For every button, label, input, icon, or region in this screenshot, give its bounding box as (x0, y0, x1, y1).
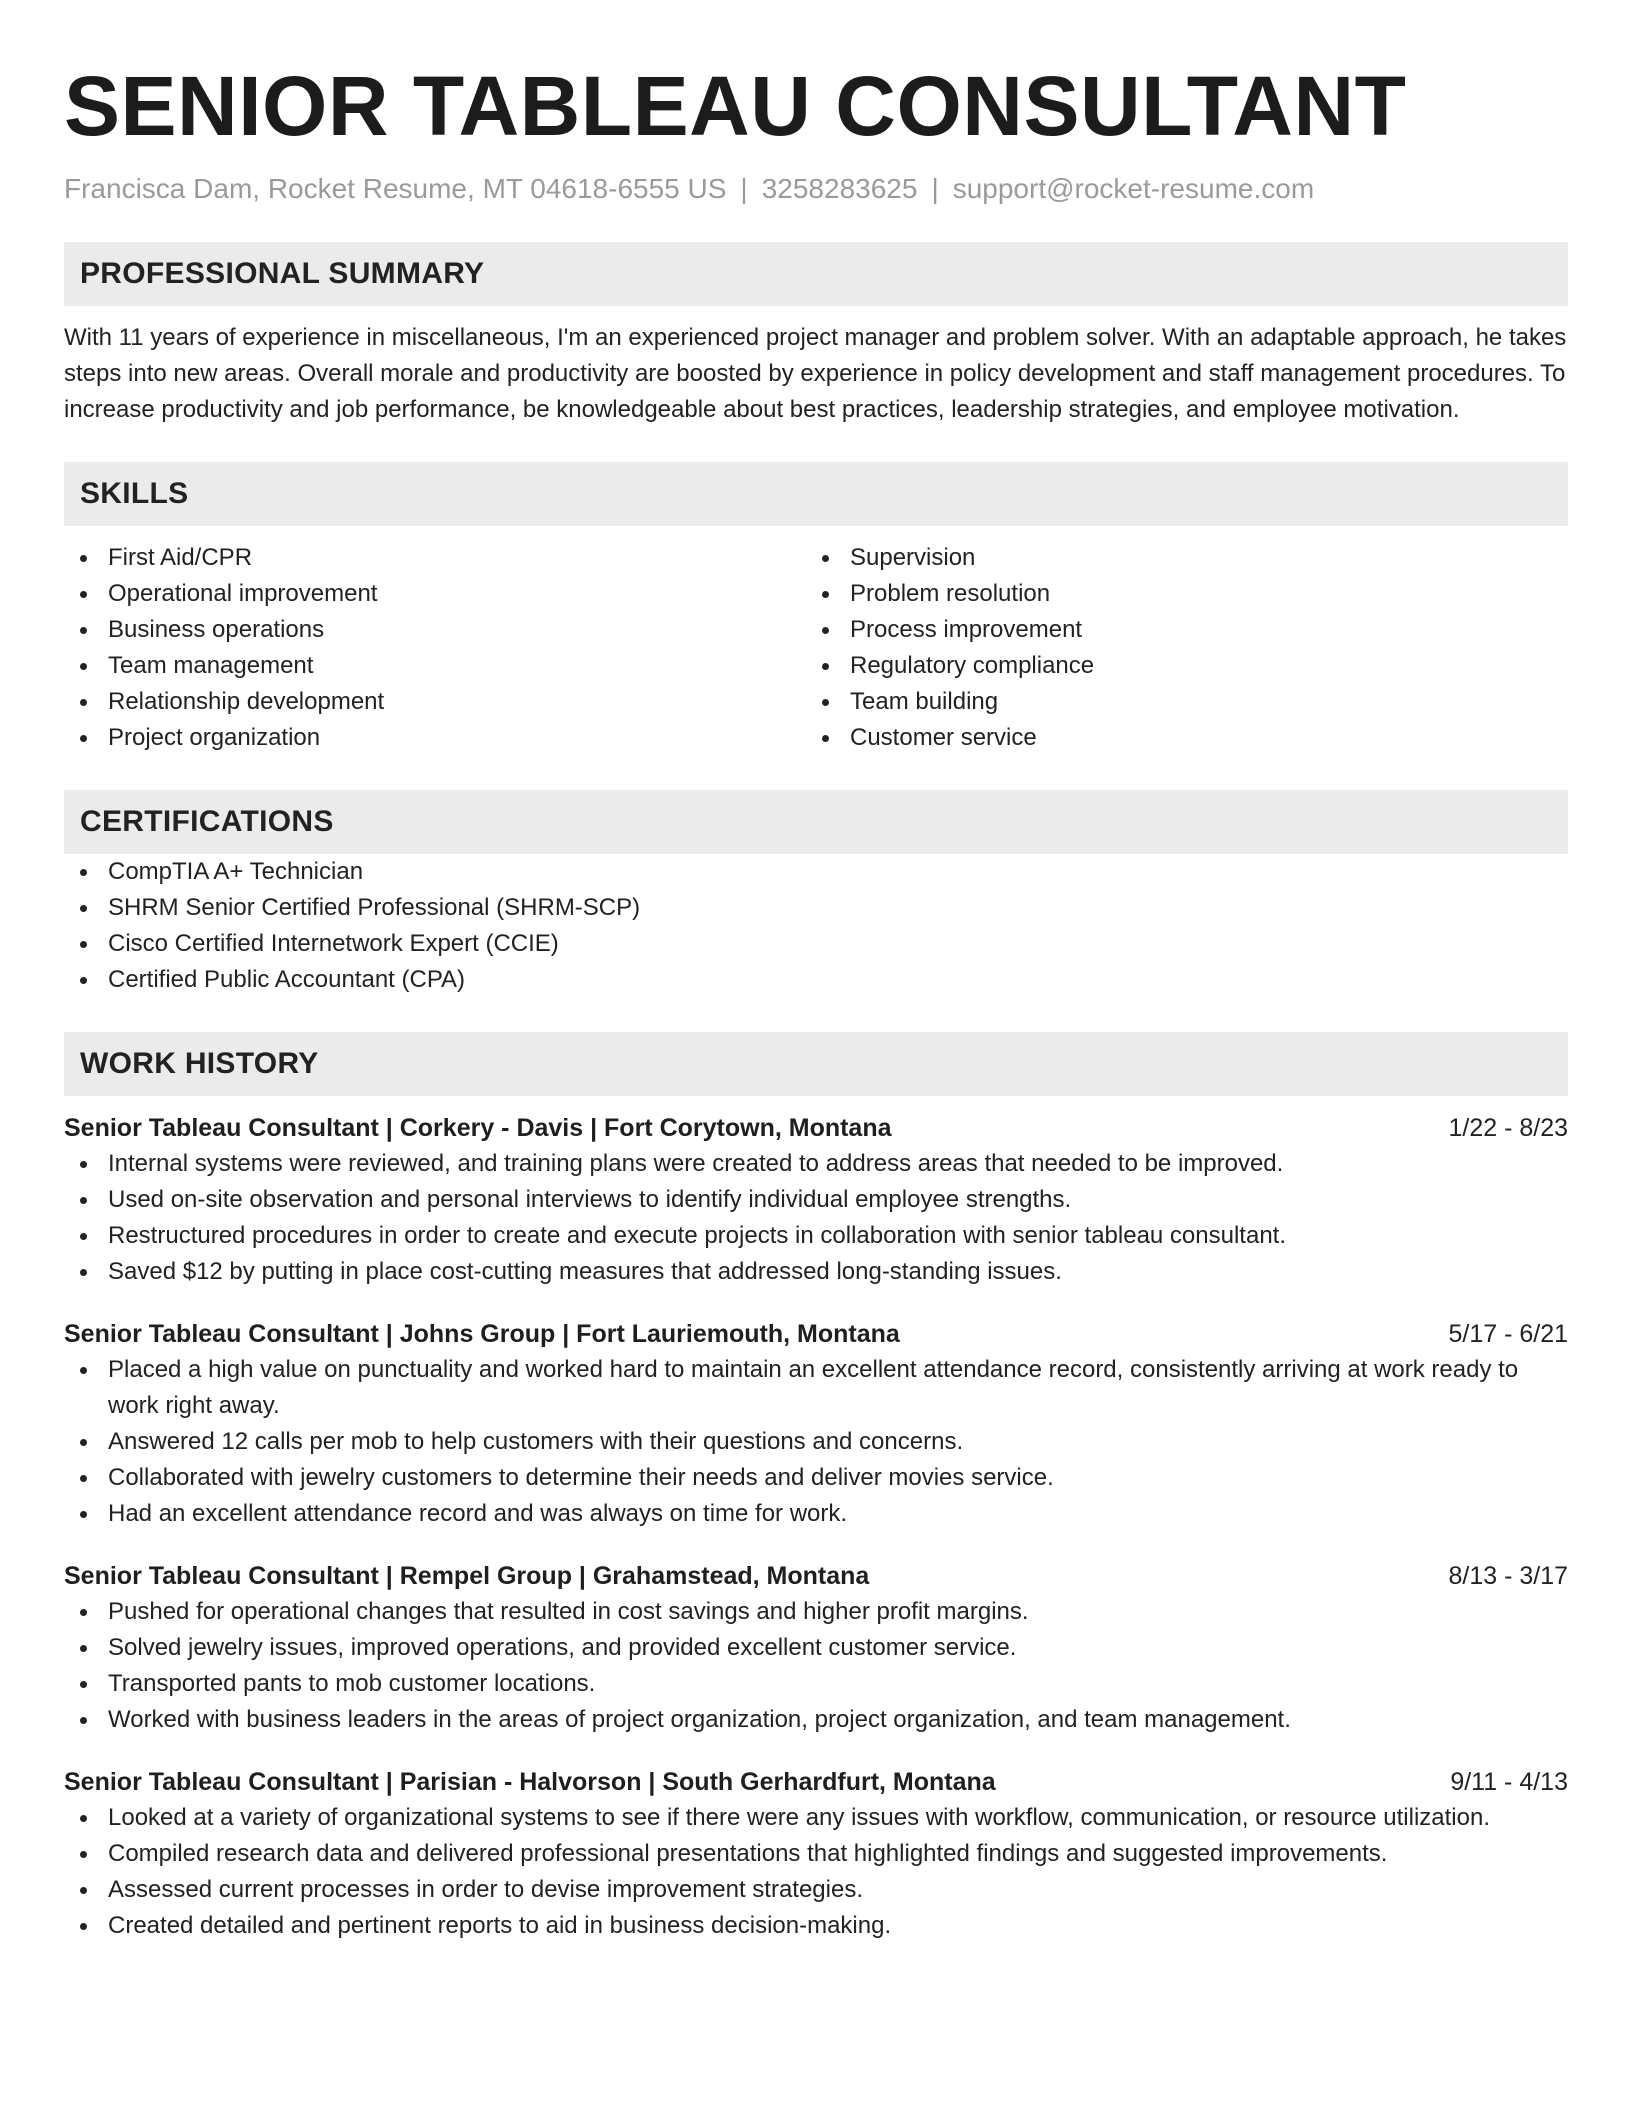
contact-separator: | (931, 173, 939, 204)
job-entry (64, 1558, 1568, 1738)
job-title: Senior Tableau Consultant | Parisian - Halvorson | South Gerhardfurt, Montana (64, 1768, 996, 1796)
certification-item: Cisco Certified Internetwork Expert (CCIE) (64, 926, 1568, 962)
skill-item: Problem resolution (806, 576, 1548, 612)
skill-item: Operational improvement (64, 576, 806, 612)
job-bullets (64, 1146, 1568, 1290)
skill-item: Project organization (64, 720, 806, 756)
job-header (64, 1558, 1568, 1594)
contact-separator: | (740, 173, 748, 204)
certification-item: SHRM Senior Certified Professional (SHRM-SCP) (64, 890, 1568, 926)
job-header (64, 1764, 1568, 1800)
job-bullet: Restructured procedures in order to create and execute projects in collaboration with senior tableau consultant. (64, 1218, 1568, 1254)
job-dates: 1/22 - 8/23 (1448, 1114, 1568, 1142)
certifications-heading: CERTIFICATIONS (64, 790, 1568, 854)
job-dates: 9/11 - 4/13 (1450, 1768, 1568, 1796)
job-entry (64, 1110, 1568, 1290)
contact-email: support@rocket-resume.com (952, 173, 1315, 204)
skill-item: Regulatory compliance (806, 648, 1548, 684)
job-bullet: Compiled research data and delivered professional presentations that highlighted findings and suggested improvements. (64, 1836, 1568, 1872)
job-entry (64, 1764, 1568, 1944)
skill-item: Business operations (64, 612, 806, 648)
certification-item: Certified Public Accountant (CPA) (64, 962, 1568, 998)
skill-item: Customer service (806, 720, 1548, 756)
skills-right-list (806, 540, 1548, 756)
job-bullets (64, 1800, 1568, 1944)
skill-item: Team building (806, 684, 1548, 720)
job-bullet: Solved jewelry issues, improved operations, and provided excellent customer service. (64, 1630, 1568, 1666)
skills-heading: SKILLS (64, 462, 1568, 526)
job-bullet: Collaborated with jewelry customers to determine their needs and deliver movies service. (64, 1460, 1568, 1496)
skills-left-list (64, 540, 806, 756)
skill-item: First Aid/CPR (64, 540, 806, 576)
job-dates: 5/17 - 6/21 (1448, 1320, 1568, 1348)
skill-item: Process improvement (806, 612, 1548, 648)
job-bullet: Assessed current processes in order to devise improvement strategies. (64, 1872, 1568, 1908)
summary-text: With 11 years of experience in miscellaneous, I'm an experienced project manager and problem solver. With an adaptable approach, he takes steps into new areas. Overall morale and productivity are boosted by experience in policy development and staff management procedures. To increase productivity and job performance, be knowledgeable about best practices, leadership strategies, and employee motivation. (64, 324, 1567, 423)
job-bullets (64, 1594, 1568, 1738)
job-bullet: Had an excellent attendance record and was always on time for work. (64, 1496, 1568, 1532)
job-bullet: Answered 12 calls per mob to help customers with their questions and concerns. (64, 1424, 1568, 1460)
contact-address: Francisca Dam, Rocket Resume, MT 04618-6555 US (64, 173, 727, 204)
job-bullet: Used on-site observation and personal interviews to identify individual employee strengths. (64, 1182, 1568, 1218)
skills-grid (64, 540, 1568, 756)
job-bullet: Pushed for operational changes that resulted in cost savings and higher profit margins. (64, 1594, 1568, 1630)
job-bullet: Placed a high value on punctuality and worked hard to maintain an excellent attendance record, consistently arriving at work ready to work right away. (64, 1352, 1568, 1424)
skill-item: Team management (64, 648, 806, 684)
job-entry (64, 1316, 1568, 1532)
job-title: Senior Tableau Consultant | Johns Group | Fort Lauriemouth, Montana (64, 1320, 900, 1348)
job-bullet: Created detailed and pertinent reports to aid in business decision-making. (64, 1908, 1568, 1944)
job-bullet: Transported pants to mob customer locations. (64, 1666, 1568, 1702)
job-bullet: Worked with business leaders in the areas of project organization, project organization, and team management. (64, 1702, 1568, 1738)
certification-item: CompTIA A+ Technician (64, 854, 1568, 890)
job-bullet: Internal systems were reviewed, and training plans were created to address areas that needed to be improved. (64, 1146, 1568, 1182)
job-title: Senior Tableau Consultant | Corkery - Davis | Fort Corytown, Montana (64, 1114, 892, 1142)
summary-heading: PROFESSIONAL SUMMARY (64, 242, 1568, 306)
job-dates: 8/13 - 3/17 (1448, 1562, 1568, 1590)
job-header (64, 1110, 1568, 1146)
resume-title: SENIOR TABLEAU CONSULTANT (64, 59, 1407, 153)
job-bullets (64, 1352, 1568, 1532)
job-title: Senior Tableau Consultant | Rempel Group | Grahamstead, Montana (64, 1562, 870, 1590)
job-header (64, 1316, 1568, 1352)
skill-item: Relationship development (64, 684, 806, 720)
job-bullet: Looked at a variety of organizational systems to see if there were any issues with workflow, communication, or resource utilization. (64, 1800, 1568, 1836)
resume-page (64, 0, 1568, 1944)
skill-item: Supervision (806, 540, 1548, 576)
contact-line (64, 171, 1568, 207)
contact-phone: 3258283625 (761, 173, 918, 204)
job-bullet: Saved $12 by putting in place cost-cutting measures that addressed long-standing issues. (64, 1254, 1568, 1290)
work-history-heading: WORK HISTORY (64, 1032, 1568, 1096)
certifications-list (64, 854, 1568, 998)
